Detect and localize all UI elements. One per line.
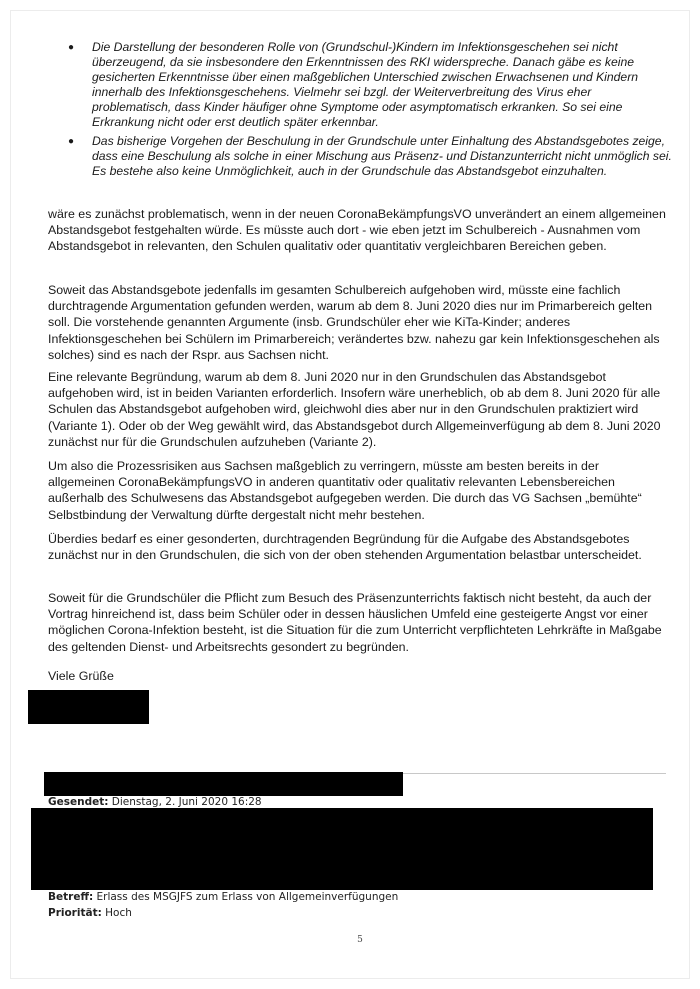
body-paragraph: Überdies bedarf es einer gesonderten, durchtragenden Begründung für die Aufgabe des Abstandsgebotes zunächst nur in den Grundschulen, die sich von der oben stehenden Argumentation belastbar unterscheidet. bbox=[48, 532, 642, 563]
priority-line bbox=[48, 906, 132, 920]
body-paragraph: Soweit für die Grundschüler die Pflicht zum Besuch des Präsenzunterrichts faktisch nicht besteht, da auch der Vortrag hinreichend ist, dass beim Schüler oder in dessen häuslichen Umfeld eine gesteigerte Angst vor einer möglichen Corona-Infektion besteht, ist die Situation für die zum Unterricht verpflichteten Lehrkräfte in Maßgabe des geltenden Dienst- und Arbeitsrechts gesondert zu begründen. bbox=[48, 591, 662, 654]
sent-value: Dienstag, 2. Juni 2020 16:28 bbox=[111, 796, 262, 808]
sent-line bbox=[48, 795, 262, 809]
closing-greeting: Viele Grüße bbox=[48, 669, 114, 683]
body-paragraph: Eine relevante Begründung, warum ab dem 8. Juni 2020 nur in den Grundschulen das Abstandsgebot aufgehoben wird, ist in beiden Varianten erforderlich. Insofern wäre unerheblich, ob ab dem 8. Juni 2020 für alle Schulen das Abstandsgebot aufgehoben wird, gleichwohl dies aber nur in den Grundschulen praktiziert wird (Variante 1). Oder ob der Weg gewählt wird, das Abstandsgebot durch Allgemeinverfügung ab dem 8. Juni 2020 zunächst nur für die Grundschulen aufzuheben (Variante 2). bbox=[48, 370, 661, 449]
body-paragraph: Soweit das Abstandsgebote jedenfalls im gesamten Schulbereich aufgehoben wird, müsste eine fachlich durchtragende Argumentation gefunden werden, warum ab dem 8. Juni 2020 dies nur im Primarbereich gelten soll. Die vorstehende genannten Argumente (insb. Grundschüler eher wie KiTa-Kinder; anderes Infektionsgeschehen bei Schülern im Primarbereich; verändertes bzw. nahezu gar kein Infektionsgeschehen als solches) sind es nach der Rspr. aus Sachsen nicht. bbox=[48, 283, 660, 362]
bullet-icon: ● bbox=[68, 42, 75, 53]
subject-value: Erlass des MSGJFS zum Erlass von Allgemeinverfügungen bbox=[96, 891, 399, 903]
signature-redaction bbox=[28, 690, 149, 724]
subject-label: Betreff: bbox=[48, 891, 94, 903]
subject-line bbox=[48, 890, 398, 904]
bullet-item bbox=[68, 40, 672, 131]
priority-label: Priorität: bbox=[48, 907, 102, 919]
bullet-item bbox=[68, 133, 672, 179]
bullet-text: Das bisherige Vorgehen der Beschulung in der Grundschule unter Einhaltung des Abstandsgebotes zeige, dass eine Beschulung als solche in einer Mischung aus Präsenz- und Distanzunterricht nicht unmöglich sei. Es bestehe also keine Unmöglichkeit, auch in der Grundschule das Abstandsgebot einzuhalten. bbox=[92, 133, 672, 178]
bullet-icon: ● bbox=[68, 135, 75, 147]
argument-bullet-list bbox=[68, 40, 672, 179]
page-number: 5 bbox=[357, 935, 363, 945]
priority-value: Hoch bbox=[105, 907, 132, 919]
bullet-text: Die Darstellung der besonderen Rolle von (Grundschul-)Kindern im Infektionsgeschehen sei nicht überzeugend, da sie insbesondere den Erkenntnissen des RKI widerspreche. Danach gäbe es keine gesicherten Erkenntnisse über einen maßgeblichen Unterschied zwischen Erwachsenen und Kindern innerhalb des Infektionsgeschehens. Vielmehr sei bzgl. der Weiterverbreitung des Virus eher problematisch, dass Kinder häufiger ohne Symptome oder asymptomatisch erkranken. So sei eine Erkrankung nicht oder erst deutlich später erkennbar. bbox=[92, 40, 639, 130]
sender-redaction bbox=[44, 772, 403, 796]
sent-label: Gesendet: bbox=[48, 796, 109, 808]
body-paragraph: Um also die Prozessrisiken aus Sachsen maßgeblich zu verringern, müsste am besten bereits in der allgemeinen CoronaBekämpfungsVO in anderen quantitativ oder qualitativ relevanten Lebensbereichen außerhalb des Schulwesens das Abstandsgebot aufgegeben werden. Die durch das VG Sachsen „bemühte“ Selbstbindung der Verwaltung dürfte dergestalt nicht mehr bestehen. bbox=[48, 459, 642, 522]
body-paragraph: wäre es zunächst problematisch, wenn in der neuen CoronaBekämpfungsVO unverändert an einem allgemeinen Abstandsgebot festgehalten würde. Es müsste auch dort - wie eben jetzt im Schulbereich - Ausnahmen vom Abstandsgebot in relevanten, den Schulen qualitativ oder quantitativ vergleichbaren Bereichen geben. bbox=[48, 207, 666, 254]
recipients-redaction bbox=[31, 808, 653, 890]
